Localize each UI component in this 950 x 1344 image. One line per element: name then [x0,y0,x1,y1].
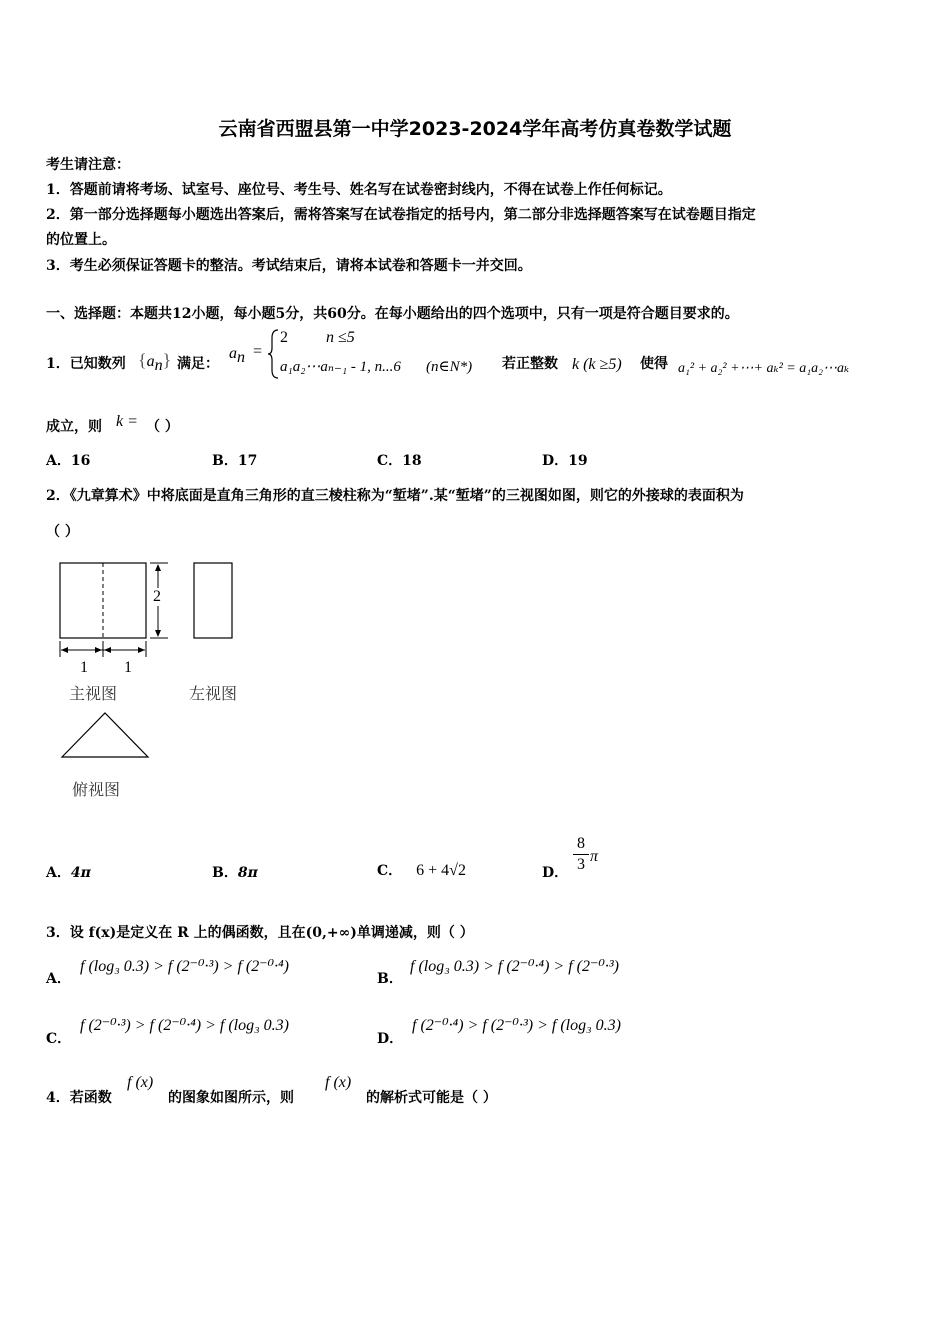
q1-sum-expr: a₁² + a₂² +⋯+ aₖ² = a₁a₂⋯aₖ [678,361,850,376]
page-title: 云南省西盟县第一中学2023-2024学年高考仿真卷数学试题 [218,118,732,140]
q3-option-a[interactable]: f (log₃ 0.3) > f (2⁻⁰·³) > f (2⁻⁰·⁴) [80,958,289,975]
notice-item-2-cont: 的位置上。 [46,232,116,248]
q1-prefix: 1．已知数列 [46,356,126,372]
q2-top-view-label: 俯视图 [72,780,121,799]
side-view-rect [194,563,232,638]
q3-option-c-label[interactable]: C． [46,1031,72,1047]
q1-case1-value: 2 [280,329,288,346]
q1-option-c[interactable]: C．18 [377,453,422,469]
q4-mid: 的图象如图所示，则 [168,1090,294,1106]
q1-brace-icon [266,328,280,380]
q1-an-sub: n [237,349,245,367]
q1-satisfy: 满足： [177,356,219,372]
notice-item-2: 2．第一部分选择题每小题选出答案后，需将答案写在试卷指定的括号内，第二部分非选择题答案写在试卷题目指定 [46,207,756,223]
q1-sequence: $\{a_n\}$ [138,350,172,375]
q1-case2-cond: (n∈N*) [426,359,473,375]
q2-option-b[interactable]: B．8π [212,865,258,881]
q1-an-symbol: a [229,345,237,362]
q2-fig-width2: 1 [124,659,132,676]
q1-line2: 成立，则 [46,419,102,435]
q3-option-d-label[interactable]: D． [377,1031,404,1047]
q1-k-eq: k = [116,413,138,430]
q2-option-d-num: 8 [577,835,585,852]
q1-seq-sub: n [154,357,163,375]
q2-option-c[interactable]: C． 6 + 4√2 [377,862,466,879]
q2-option-d-pi: π [590,848,599,865]
q2-option-d-den: 3 [577,856,585,873]
q4-suffix: 的解析式可能是（ ） [366,1090,497,1106]
notice-heading: 考生请注意： [46,157,130,173]
q3-option-b[interactable]: f (log₃ 0.3) > f (2⁻⁰·⁴) > f (2⁻⁰·³) [410,958,619,975]
q1-option-d[interactable]: D．19 [542,453,588,469]
q3-text: 3．设 f(x)是定义在 R 上的偶函数，且在(0,+∞)单调递减，则（ ） [46,925,474,941]
q3-option-d[interactable]: f (2⁻⁰·⁴) > f (2⁻⁰·³) > f (log₃ 0.3) [412,1017,621,1034]
q2-text: 2．《九章算术》中将底面是直角三角形的直三棱柱称为“堑堵”.某“堑堵”的三视图如图，则它的外接球的表面积为 [46,488,744,504]
q1-mid: 若正整数 [502,356,558,372]
q1-k-expr: k (k ≥5) [572,356,622,373]
q1-seq-symbol: a [146,353,155,370]
section-heading: 一、选择题：本题共12小题，每小题5分，共60分。在每小题给出的四个选项中，只有一项是符合题目要求的。 [46,306,739,322]
notice-item-3: 3．考生必须保证答题卡的整洁。考试结束后，请将本试卷和答题卡一并交回。 [46,258,532,274]
q1-option-a[interactable]: A．16 [46,453,91,469]
q3-option-a-label[interactable]: A． [46,971,71,987]
q1-case2: a₁a₂⋯aₙ₋₁ - 1, n...6 [280,359,401,375]
q4-prefix: 4．若函数 [46,1090,112,1106]
top-view-triangle [62,713,148,757]
q4-fx-1: f (x) [127,1074,154,1091]
q1-an [229,343,245,367]
q3-option-c[interactable]: f (2⁻⁰·³) > f (2⁻⁰·⁴) > f (log₃ 0.3) [80,1017,289,1034]
q2-option-d-fraction[interactable] [573,835,589,874]
q3-option-b-label[interactable]: B． [377,971,403,987]
q2-three-view-figure [50,555,250,805]
q2-option-d-label[interactable]: D． [542,865,569,881]
q2-fig-height-label: 2 [153,588,161,605]
q2-fig-width1: 1 [80,659,88,676]
q2-option-a[interactable]: A．4π [46,865,91,881]
q1-paren: （ ） [146,419,179,435]
q2-side-view-label: 左视图 [189,684,238,703]
q1-option-b[interactable]: B．17 [212,453,258,469]
q1-eq: = [253,343,263,360]
q1-case1-cond: n ≤5 [326,329,355,346]
q2-paren: （ ） [46,524,79,540]
q1-shide: 使得 [640,356,668,372]
q2-front-view-label: 主视图 [69,684,118,703]
q4-fx-2: f (x) [325,1074,352,1091]
notice-item-1: 1．答题前请将考场、试室号、座位号、考生号、姓名写在试卷密封线内，不得在试卷上作任何标记。 [46,182,672,198]
